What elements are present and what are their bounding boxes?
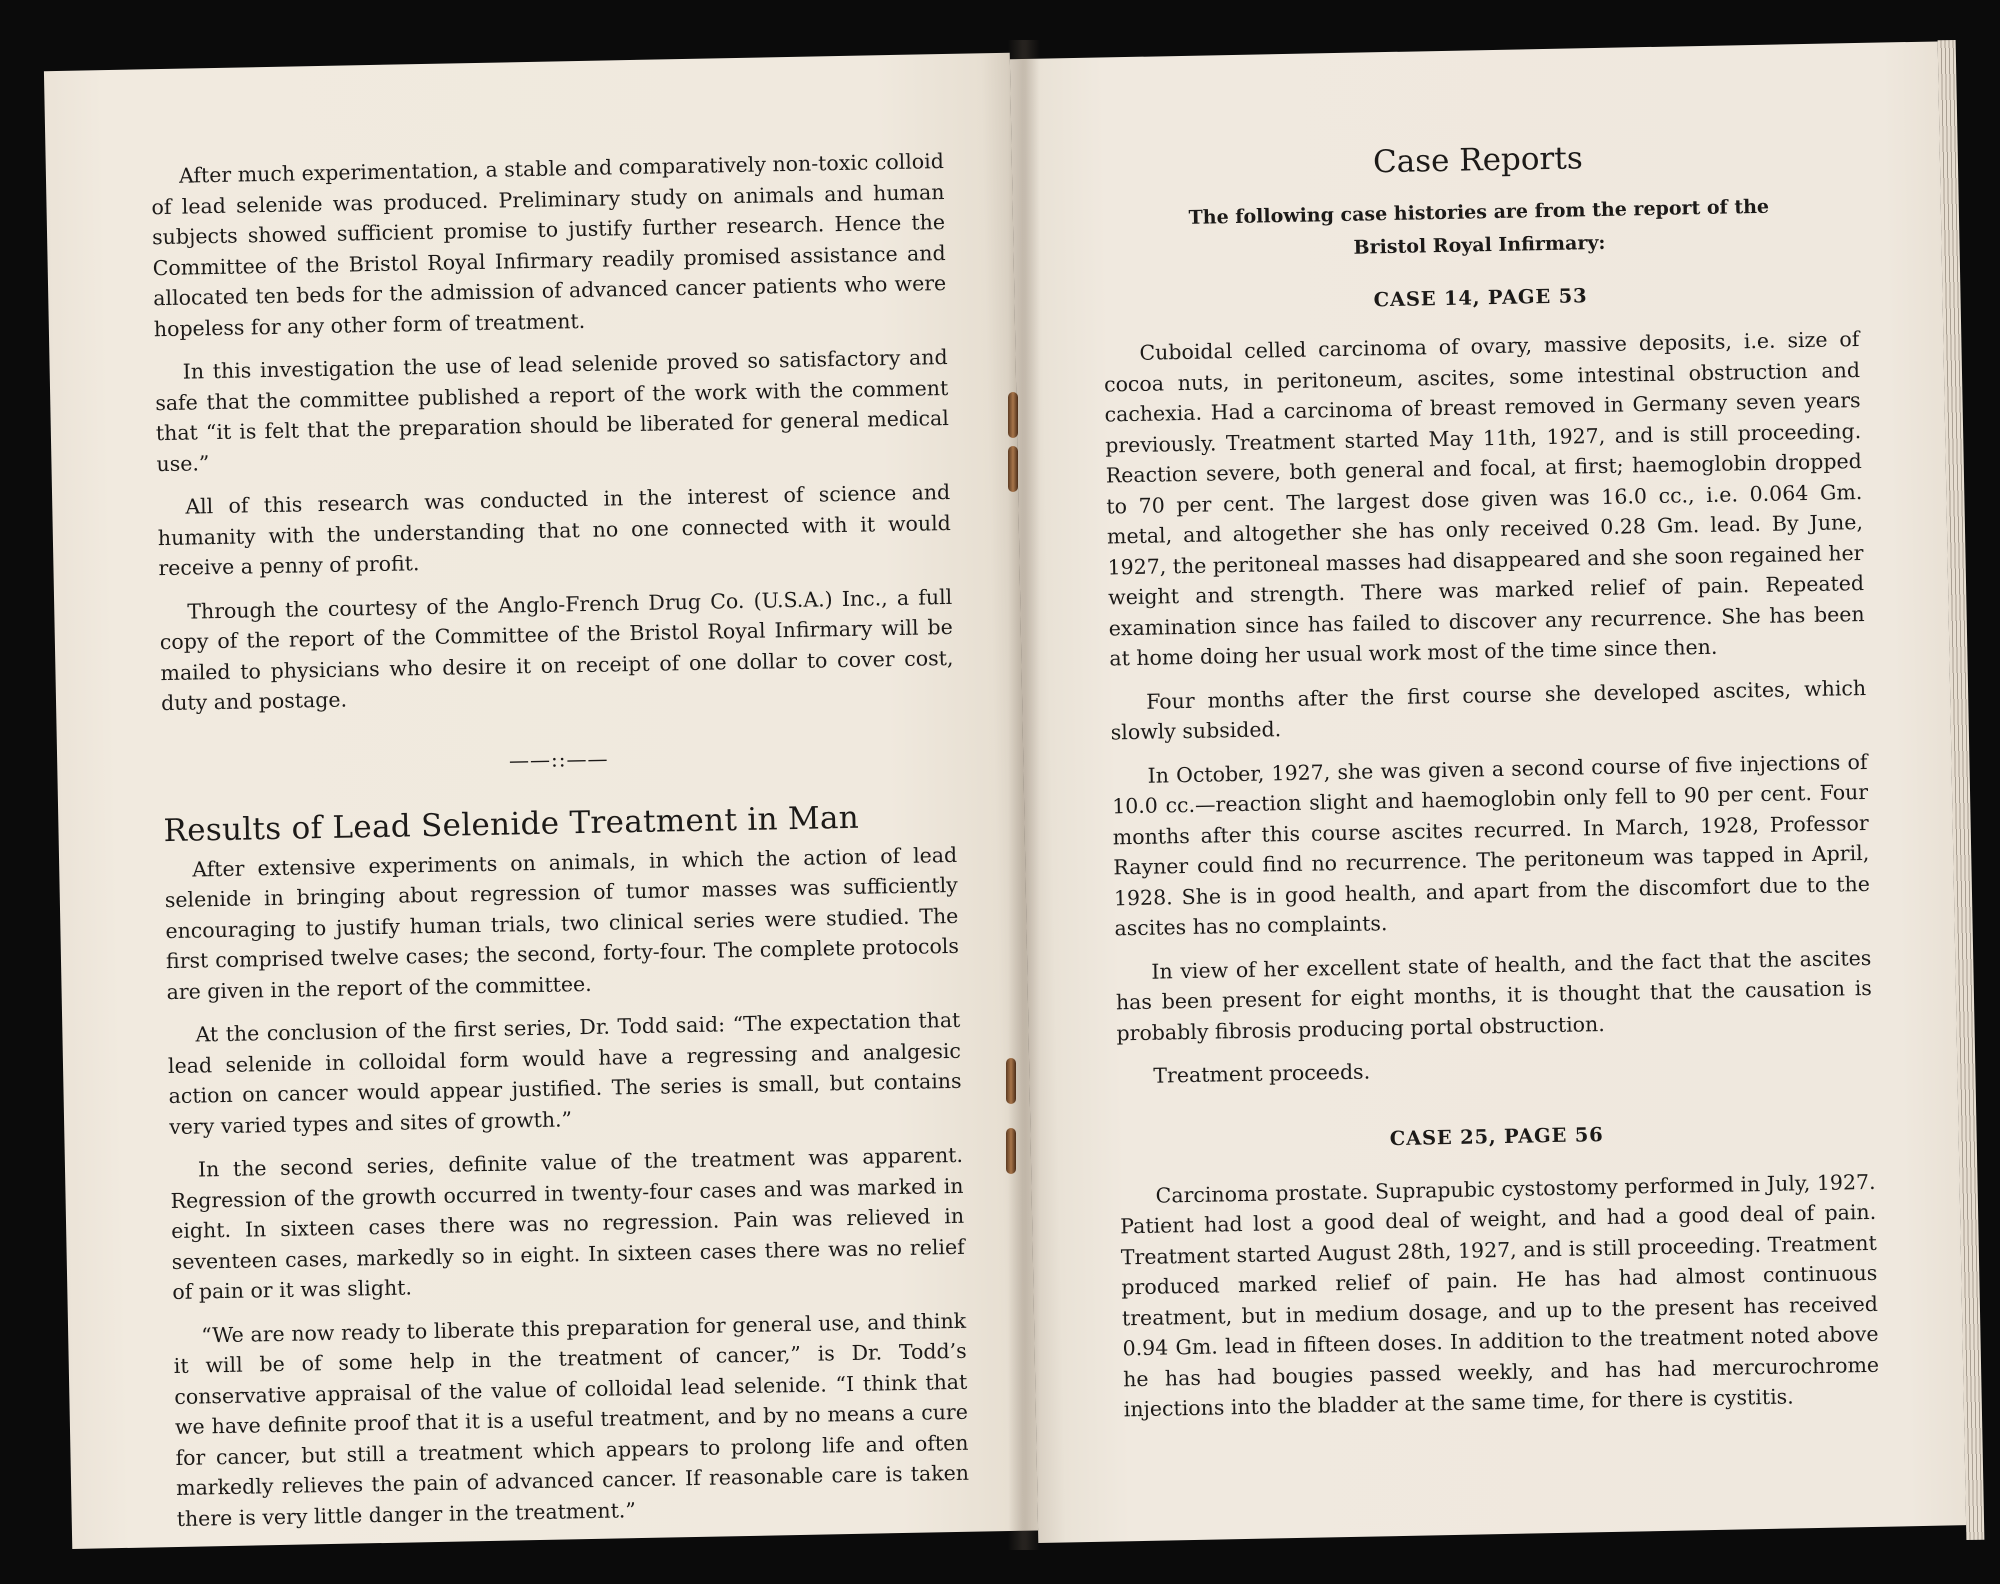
left-paragraph: In this investigation the use of lead selenide proved so satisfactory and safe that the committee published a report of the work with the comment that “it is felt that the preparation should be liberated for general medical use.”: [155, 344, 949, 476]
section-title: Results of Lead Selenide Treatment in Man: [163, 799, 860, 849]
case-paragraph: Four months after the first course she developed ascites, which slowly subsided.: [1110, 675, 1867, 745]
right-page: [1010, 41, 1966, 1543]
left-paragraph: “We are now ready to liberate this preparation for general use, and think it will be of some help in the treatment of cancer,” is Dr. Todd’s conservative appraisal of the value of colloidal lead selenide. “I think that we have definite proof that it is a useful treatment, and by no means a cure for cancer, but still a treatment which appears to prolong life and often markedly relieves the pain of advanced cancer. If reasonable care is taken there is very little danger in the treatment.”: [173, 1308, 970, 1531]
case-paragraph: Carcinoma prostate. Suprapubic cystostomy performed in July, 1927. Patient had lost a good deal of weight, and had a good deal of pain. Treatment started August 28th, 1927, and is still proceeding. Treatment produced marked relief of pain. He has had almost continuous treatment, but in medium dosage, and up to the present has received 0.94 Gm. lead in fifteen doses. In addition to the treatment noted above he has had bougies passed weekly, and has had mercurochrome injections into the bladder at the same time, for there is cystitis.: [1120, 1169, 1880, 1422]
staple-icon: [1006, 1058, 1016, 1104]
left-paragraph: At the conclusion of the first series, Dr. Todd said: “The expectation that lead selenide in colloidal form would have a regressing and analgesic action on cancer would appear justified. The series is small, but contains very varied types and sites of growth.”: [167, 1007, 962, 1139]
case-paragraph: In October, 1927, she was given a second course of five injections of 10.0 cc.—reaction slight and haemoglobin only fell to 90 per cent. Four months after this course ascites recurred. In March, 1928, Professor Rayner could find no recurrence. The peritoneum was tapped in April, 1928. She is in good health, and apart from the discomfort due to the ascites has no complaints.: [1111, 749, 1871, 941]
case-paragraph: Cuboidal celled carcinoma of ovary, massive deposits, i.e. size of cocoa nuts, in peritoneum, ascites, some intestinal obstruction and cachexia. Had a carcinoma of breast removed in Germany seven years previously. Treatment started May 11th, 1927, and is still proceeding. Reaction severe, both general and focal, at first; haemoglobin dropped to 70 per cent. The largest dose given was 16.0 cc., i.e. 0.064 Gm. metal, and altogether she has only received 0.28 Gm. lead. By June, 1927, the peritoneal masses had disappeared and she soon regained her weight and strength. There was marked relief of pain. Repeated examination since has failed to discover any recurrence. She has been at home doing her usual work most of the time since then.: [1103, 327, 1865, 671]
staple-icon: [1008, 446, 1018, 492]
case-heading: CASE 25, PAGE 56: [1389, 1122, 1604, 1150]
section-separator: ——::——: [508, 746, 609, 772]
staple-icon: [1008, 392, 1018, 438]
book-gutter: [1008, 40, 1040, 1550]
page-title: Case Reports: [1372, 140, 1584, 181]
intro-text: [1101, 189, 1858, 270]
left-paragraph: After much experimentation, a stable and comparatively non-toxic colloid of lead selenide was produced. Preliminary study on animals and human subjects showed sufficient promise to justify further research. Hence the Committee of the Bristol Royal Infirmary readily promised assistance and allocated ten beds for the admission of advanced cancer patients who were hopeless for any other form of treatment.: [151, 149, 947, 341]
left-paragraph: All of this research was conducted in the interest of science and humanity with the understanding that no one connected with it would receive a penny of profit.: [157, 479, 951, 581]
left-paragraph: In the second series, definite value of the treatment was apparent. Regression of the growth occurred in twenty-four cases and was marked in eight. In sixteen cases there was no regression. Pain was relieved in seventeen cases, markedly so in eight. In sixteen cases there was no relief of pain or it was slight.: [170, 1142, 965, 1305]
case-paragraph: In view of her excellent state of health, and the fact that the ascites has been present for eight months, it is thought that the causation is probably fibrosis producing portal obstruction.: [1115, 945, 1873, 1045]
intro-line: The following case histories are from the report of the: [1188, 195, 1770, 229]
case-heading: CASE 14, PAGE 53: [1373, 284, 1588, 312]
left-paragraph: After extensive experiments on animals, in which the action of lead selenide in bringing about regression of tumor masses was sufficiently encouraging to justify human trials, two clinical series were studied. The first comprised twelve cases; the second, forty-four. The complete protocols are given in the report of the committee.: [164, 842, 960, 1004]
intro-line: Bristol Royal Infirmary:: [1353, 231, 1606, 259]
left-page: [44, 53, 1038, 1549]
staple-icon: [1006, 1128, 1016, 1174]
left-paragraph: Through the courtesy of the Anglo-French Drug Co. (U.S.A.) Inc., a full copy of the report of the Committee of the Bristol Royal Infirmary will be mailed to physicians who desire it on receipt of one dollar to cover cost, duty and postage.: [159, 584, 954, 716]
case-paragraph: Treatment proceeds.: [1153, 1059, 1371, 1088]
